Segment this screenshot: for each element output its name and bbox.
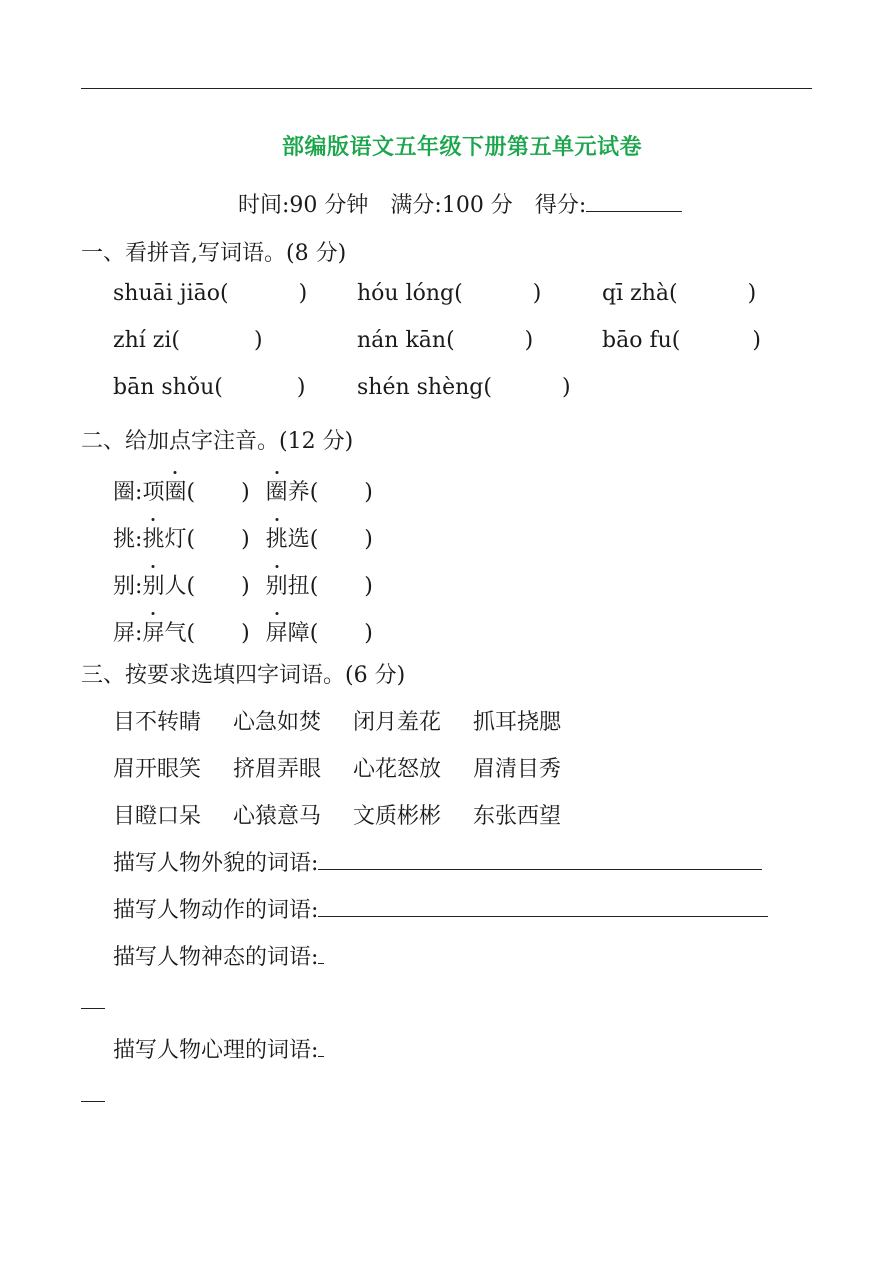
prompt-expression: 描写人物神态的词语: [113,940,324,971]
annotation-row: 挑:挑灯( ) 挑选( ) [113,522,373,553]
answer-blank[interactable] [318,943,324,964]
word-option: 心猿意马 [233,804,322,829]
answer-blank-continued[interactable] [81,1101,105,1102]
word-option: 闭月羞花 [353,710,442,735]
word-option: 文质彬彬 [353,804,442,829]
page-title: 部编版语文五年级下册第五单元试卷 [281,135,642,160]
word-option: 眉清目秀 [473,757,562,782]
full-score-info: 满分:100 分 [390,193,513,218]
annotation-row: 圈:项圈( ) 圈养( ) [113,475,373,506]
pinyin-item[interactable]: hóu lóng( ) [357,281,542,306]
word-option: 眉开眼笑 [113,757,202,782]
answer-blank[interactable] [318,1036,324,1057]
word-row [113,752,561,783]
dotted-char: 圈 [164,475,186,506]
word-row [113,705,561,736]
annotation-row: 别:别人( ) 别扭( ) [113,569,373,600]
section-2-heading: 二、给加点字注音。(12 分) [81,429,354,454]
answer-blank-continued[interactable] [81,1008,105,1009]
word-option: 抓耳挠腮 [473,710,562,735]
dotted-char: 别 [266,569,288,600]
pinyin-item[interactable]: shuāi jiāo( ) [113,281,308,306]
header-rule [81,88,812,89]
pinyin-item[interactable]: qī zhà( ) [602,281,757,306]
score-blank[interactable] [586,191,682,212]
section-1-heading: 一、看拼音,写词语。(8 分) [81,241,347,266]
dotted-char: 屏 [266,616,288,647]
word-option: 心花怒放 [353,757,442,782]
section-3-heading: 三、按要求选填四字词语。(6 分) [81,663,406,688]
annotation-row: 屏:屏气( ) 屏障( ) [113,616,373,647]
prompt-mind: 描写人物心理的词语: [113,1033,324,1064]
word-option: 挤眉弄眼 [233,757,322,782]
pinyin-item[interactable]: bāo fu( ) [602,328,761,353]
pinyin-item[interactable]: zhí zi( ) [113,328,263,353]
word-option: 目瞪口呆 [113,804,202,829]
word-row [113,799,561,830]
pinyin-item[interactable]: bān shǒu( ) [113,375,306,400]
prompt-appearance: 描写人物外貌的词语: [113,846,762,877]
time-info: 时间:90 分钟 [238,193,369,218]
answer-blank[interactable] [318,849,762,870]
dotted-char: 挑 [266,522,288,553]
answer-blank[interactable] [318,896,768,917]
dotted-char: 圈 [266,475,288,506]
word-option: 东张西望 [473,804,562,829]
prompt-action: 描写人物动作的词语: [113,893,768,924]
score-label: 得分: [534,193,587,218]
dotted-char: 屏 [142,616,164,647]
pinyin-item[interactable]: nán kān( ) [357,328,534,353]
exam-info [238,188,682,219]
word-option: 目不转睛 [113,710,202,735]
pinyin-item[interactable]: shén shèng( ) [357,375,571,400]
dotted-char: 挑 [142,522,164,553]
word-option: 心急如焚 [233,710,322,735]
dotted-char: 别 [142,569,164,600]
